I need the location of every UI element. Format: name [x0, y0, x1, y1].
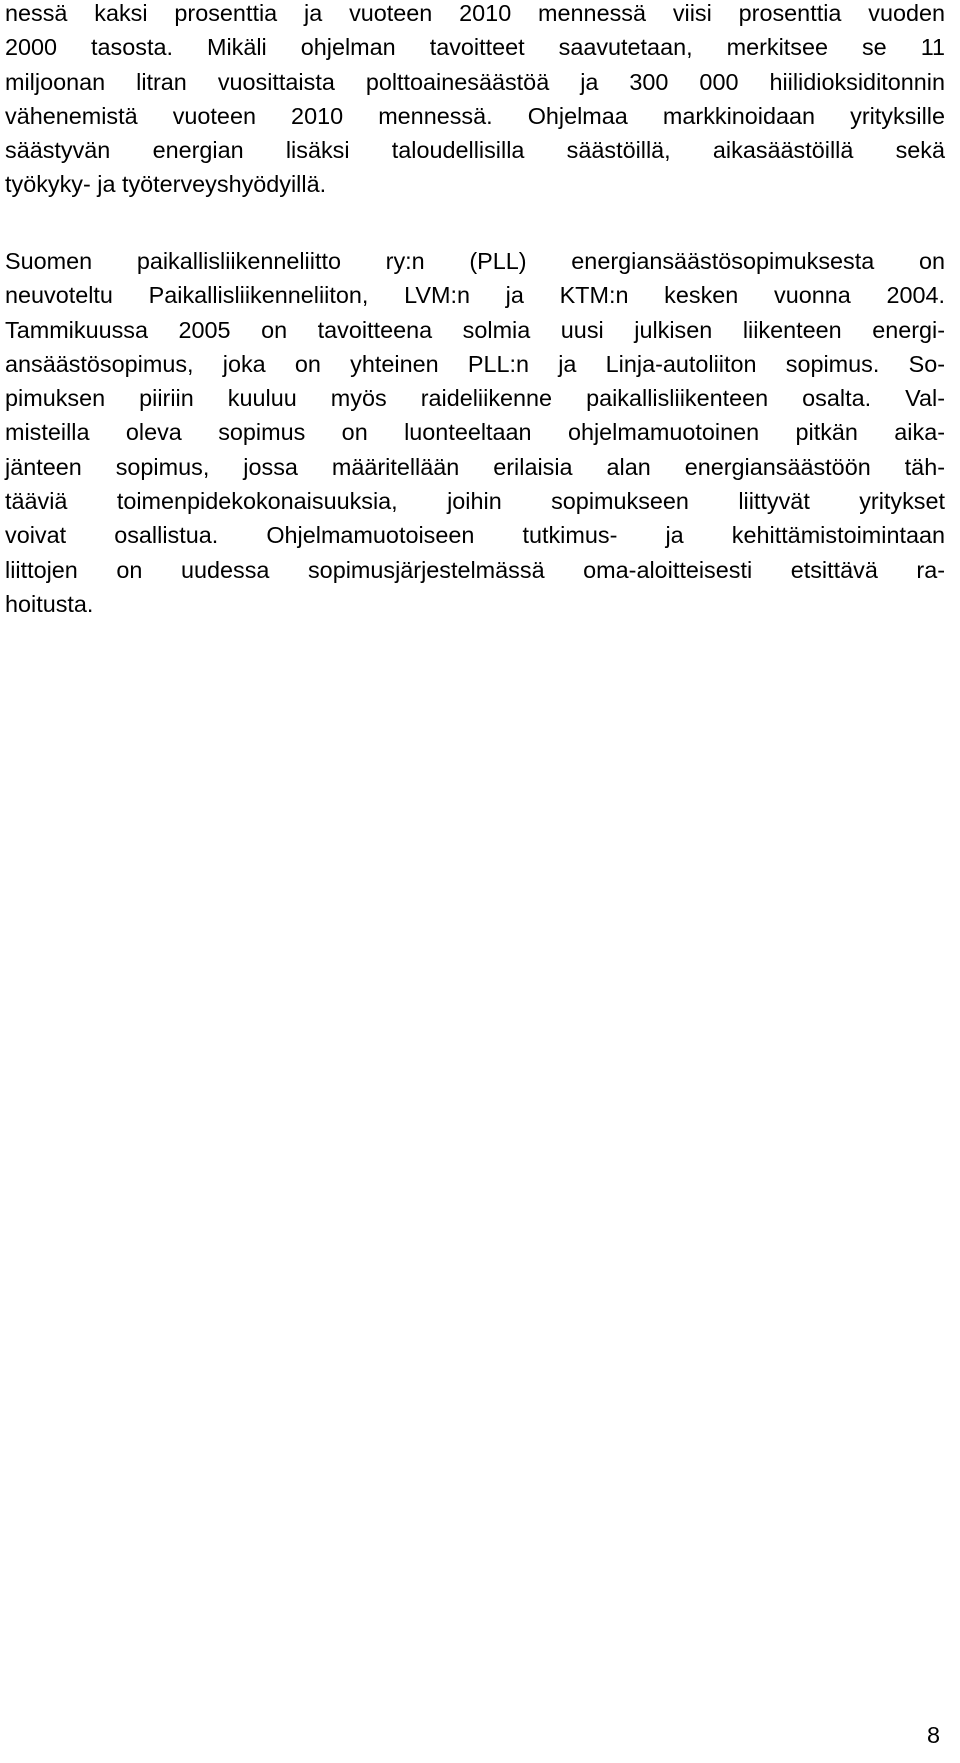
paragraph-line: ansäästösopimus, joka on yhteinen PLL:n ja Linja-autoliiton sopimus. So-: [5, 350, 945, 377]
paragraph-line: Tammikuussa 2005 on tavoitteena solmia uusi julkisen liikenteen energi-: [5, 316, 945, 343]
paragraph-line: säästyvän energian lisäksi taloudellisilla säästöillä, aikasäästöillä sekä: [5, 137, 945, 164]
paragraph-line: pimuksen piiriin kuuluu myös raideliikenne paikallisliikenteen osalta. Val-: [5, 385, 945, 412]
paragraph-line: työkyky- ja työterveyshyödyillä.: [5, 171, 327, 198]
paragraph-line: neuvoteltu Paikallisliikenneliiton, LVM:n ja KTM:n kesken vuonna 2004.: [5, 282, 945, 309]
page-number: 8: [926, 1722, 940, 1748]
paragraph-local-transport-agreement: [5, 244, 945, 621]
paragraph-line: hoitusta.: [5, 590, 94, 617]
paragraph-line: tääviä toimenpidekokonaisuuksia, joihin sopimukseen liittyvät yritykset: [5, 488, 945, 515]
paragraph-line: miljoonan litran vuosittaista polttoainesäästöä ja 300 000 hiilidioksiditonnin: [5, 68, 945, 95]
paragraph-fuel-savings-program: [5, 0, 945, 202]
paragraph-line: jänteen sopimus, jossa määritellään erilaisia alan energiansäästöön täh-: [5, 453, 945, 480]
paragraph-line: 2000 tasosta. Mikäli ohjelman tavoitteet saavutetaan, merkitsee se 11: [5, 34, 945, 61]
paragraph-line: liittojen on uudessa sopimusjärjestelmässä oma-aloitteisesti etsittävä ra-: [5, 556, 945, 583]
paragraph-line: misteilla oleva sopimus on luonteeltaan ohjelmamuotoinen pitkän aika-: [5, 419, 945, 446]
paragraph-line: Suomen paikallisliikenneliitto ry:n (PLL) energiansäästösopimuksesta on: [5, 248, 945, 274]
paragraph-line: nessä kaksi prosenttia ja vuoteen 2010 mennessä viisi prosenttia vuoden: [5, 0, 945, 26]
paragraph-line: voivat osallistua. Ohjelmamuotoiseen tutkimus- ja kehittämistoimintaan: [5, 522, 945, 549]
paragraph-line: vähenemistä vuoteen 2010 mennessä. Ohjelmaa markkinoidaan yrityksille: [5, 102, 945, 129]
